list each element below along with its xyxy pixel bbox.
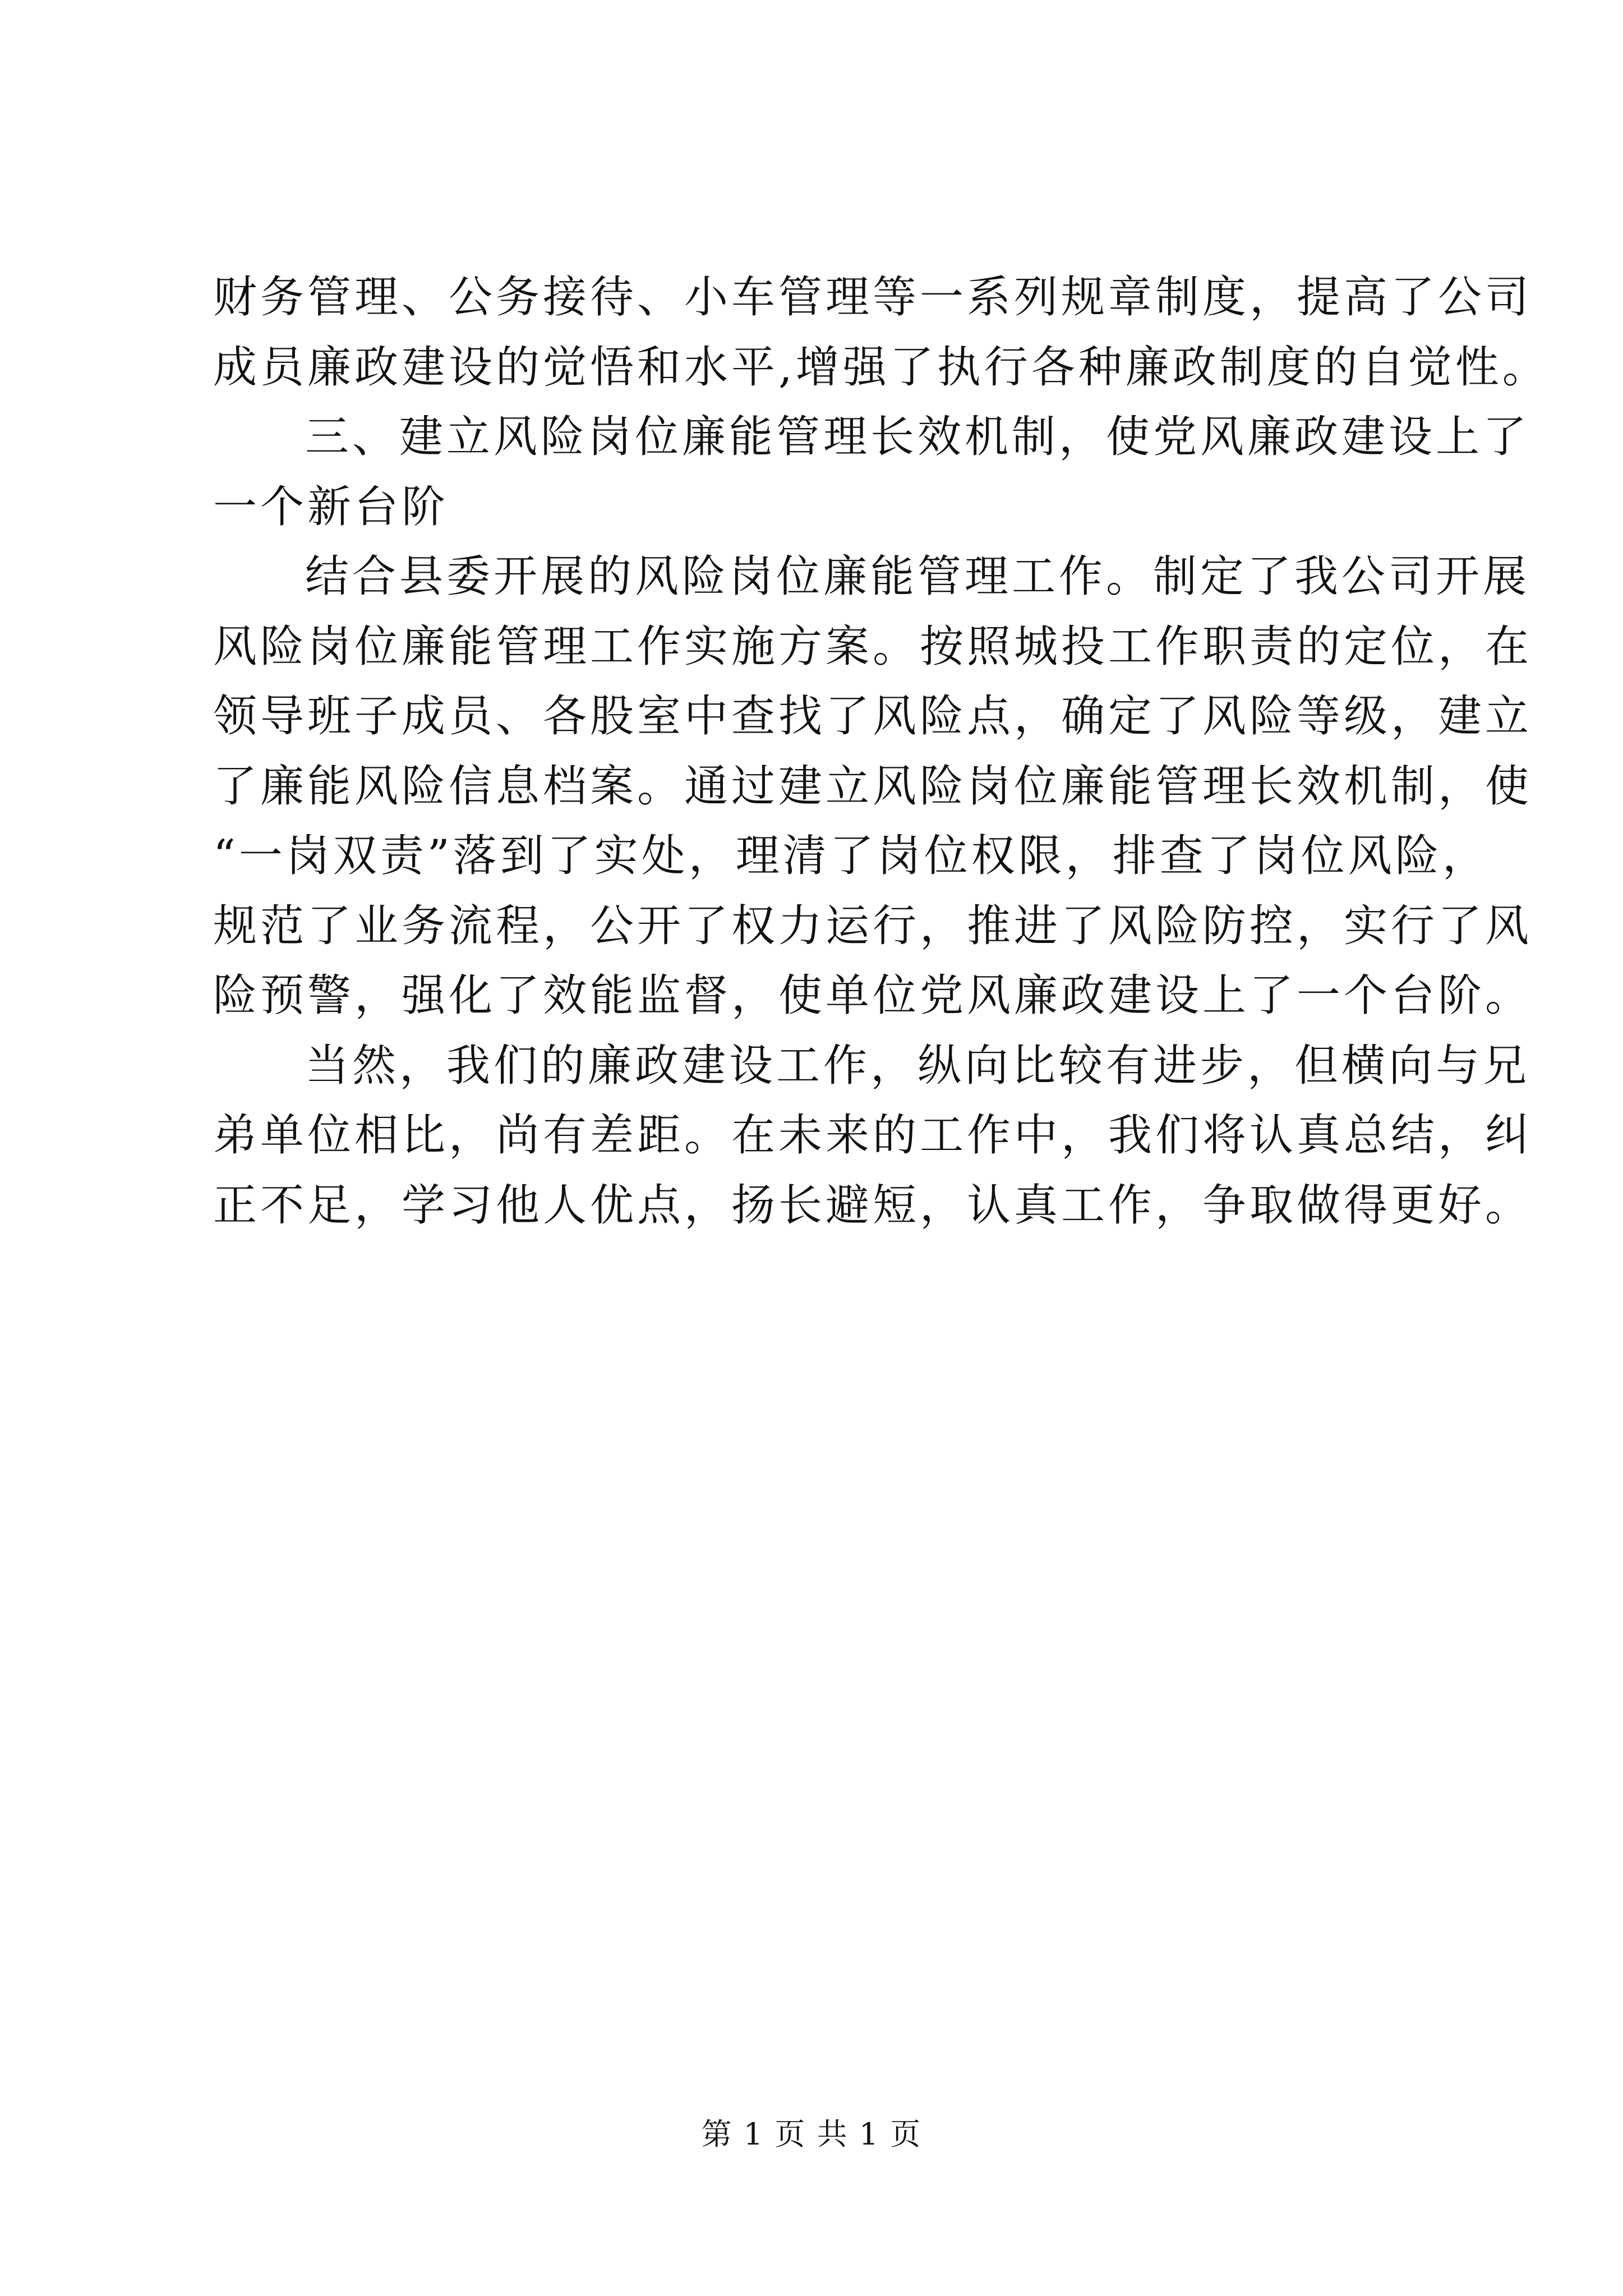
paragraph-conclusion [213, 1031, 1533, 1241]
text-line: 成员廉政建设的觉悟和水平,增强了执行各种廉政制度的自觉性。 [213, 342, 1550, 393]
heading-line: 三、建立风险岗位廉能管理长效机制，使党风廉政建设上了 [305, 412, 1530, 462]
text-line: 正不足，学习他人优点，扬长避短，认真工作，争取做得更好。 [213, 1180, 1533, 1231]
section-heading-three [213, 402, 1530, 542]
text-line: 财务管理、公务接待、小车管理等一系列规章制度，提高了公司 [213, 272, 1533, 323]
text-line: 领导班子成员、各股室中查找了风险点，确定了风险等级，建立 [213, 691, 1533, 742]
paragraph-risk-management [213, 542, 1533, 1031]
page-number-footer: 第 1 页 共 1 页 [701, 2116, 922, 2152]
text-line: 风险岗位廉能管理工作实施方案。按照城投工作职责的定位，在 [213, 621, 1533, 672]
text-line: 弟单位相比，尚有差距。在未来的工作中，我们将认真总结，纠 [213, 1110, 1533, 1161]
text-line: 险预警，强化了效能监督，使单位党风廉政建设上了一个台阶。 [213, 970, 1533, 1021]
body-text [213, 263, 1550, 1240]
paragraph-continuation [213, 263, 1550, 402]
text-line: 当然，我们的廉政建设工作，纵向比较有进步，但横向与兄 [305, 1040, 1530, 1091]
text-line: “一岗双责”落到了实处，理清了岗位权限，排查了岗位风险， [213, 831, 1490, 881]
text-line: 结合县委开展的风险岗位廉能管理工作。制定了我公司开展 [305, 551, 1530, 602]
heading-line: 一个新台阶 [213, 481, 449, 532]
text-line: 规范了业务流程，公开了权力运行，推进了风险防控，实行了风 [213, 900, 1533, 951]
text-line: 了廉能风险信息档案。通过建立风险岗位廉能管理长效机制，使 [213, 761, 1533, 812]
